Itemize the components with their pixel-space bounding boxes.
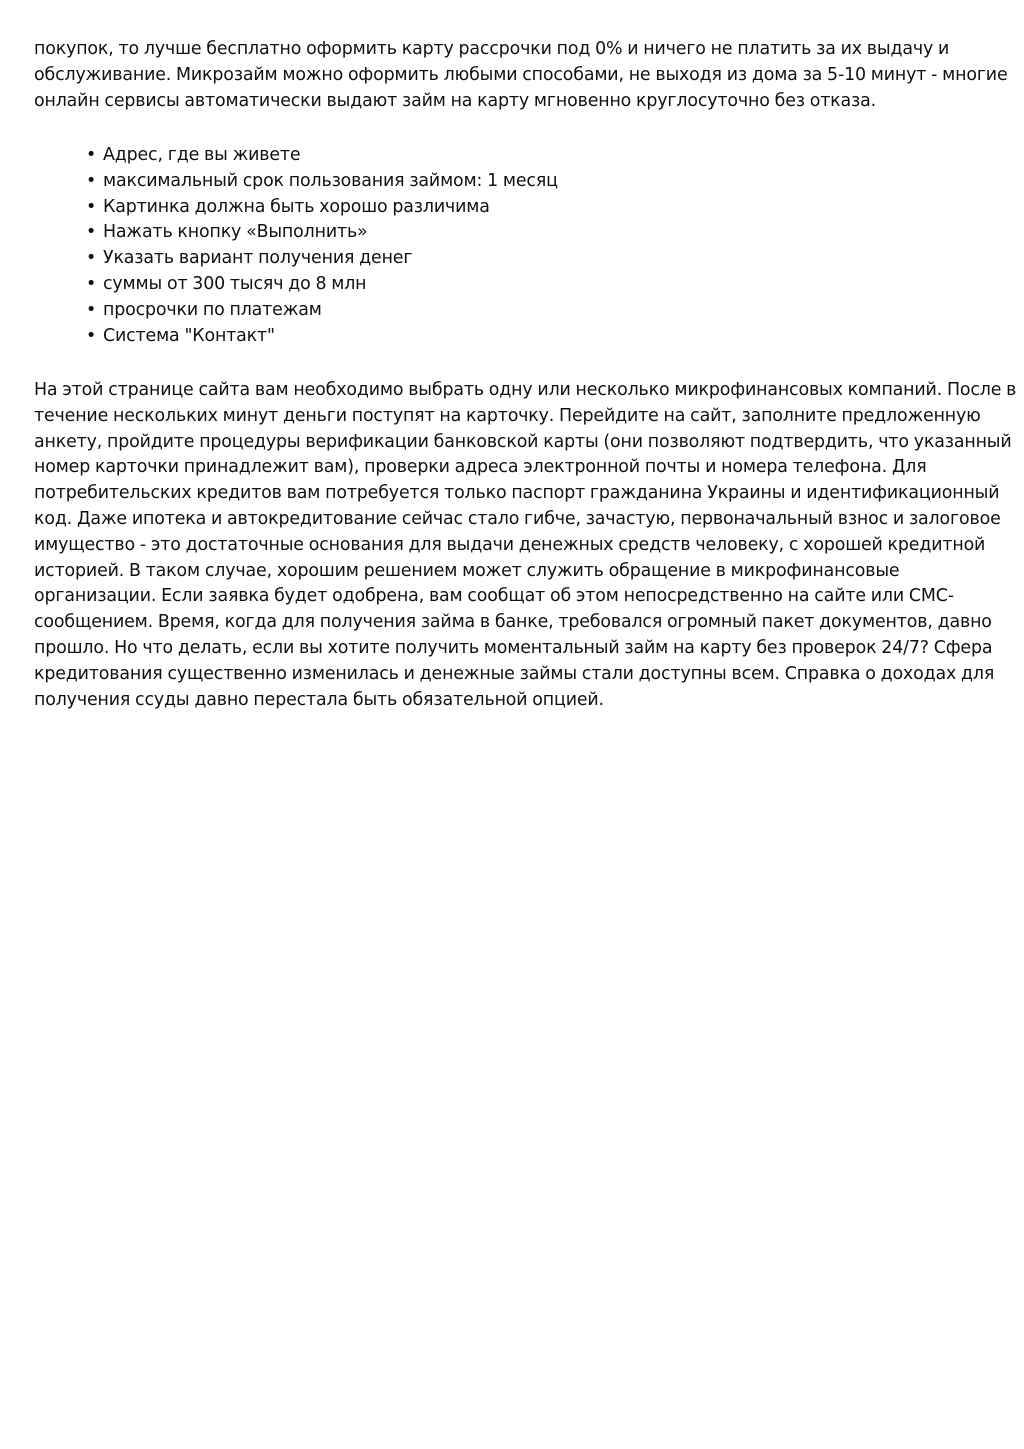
body-paragraph bbox=[34, 378, 1016, 713]
bullet-icon: • bbox=[86, 299, 97, 320]
list-item-text: Система "Контакт" bbox=[103, 325, 275, 346]
body-line: номер карточки принадлежит вам), проверки адреса электронной почты и номера телефона. Для bbox=[34, 457, 927, 478]
body-line: историей. В таком случае, хорошим решением может служить обращение в микрофинансовые bbox=[34, 560, 900, 581]
body-line: течение нескольких минут деньги поступят на карточку. Перейдите на сайт, заполните предложенную bbox=[34, 405, 981, 426]
bullet-icon: • bbox=[86, 170, 97, 191]
body-line: сообщением. Время, когда для получения займа в банке, требовался огромный пакет документов, давно bbox=[34, 612, 992, 633]
intro-line: онлайн сервисы автоматически выдают займ на карту мгновенно круглосуточно без отказа. bbox=[34, 90, 877, 111]
list-item-text: Указать вариант получения денег bbox=[103, 248, 413, 269]
list-item bbox=[86, 246, 558, 272]
document-page bbox=[34, 37, 1017, 710]
body-line: кредитования существенно изменилась и денежные займы стали доступны всем. Справка о доходах для bbox=[34, 663, 995, 684]
intro-line: покупок, то лучше бесплатно оформить карту рассрочки под 0% и ничего не платить за их выдачу и bbox=[34, 39, 950, 59]
intro-line: обслуживание. Микрозайм можно оформить любыми способами, не выходя из дома за 5-10 минут - многие bbox=[34, 64, 1008, 85]
bullet-icon: • bbox=[86, 145, 97, 165]
list-item bbox=[86, 169, 558, 195]
list-item-text: Нажать кнопку «Выполнить» bbox=[103, 222, 368, 243]
list-item-text: Адрес, где вы живете bbox=[103, 145, 301, 165]
list-item bbox=[86, 272, 558, 298]
list-item bbox=[86, 298, 558, 324]
body-line: потребительских кредитов вам потребуется только паспорт гражданина Украины и идентификационный bbox=[34, 483, 1000, 504]
body-line: имущество - это достаточные основания для выдачи денежных средств человеку, с хорошей кредитной bbox=[34, 534, 986, 555]
requirements-list bbox=[86, 143, 558, 349]
body-line: На этой странице сайта вам необходимо выбрать одну или несколько микрофинансовых компаний. После в bbox=[34, 380, 1017, 400]
body-line: получения ссуды давно перестала быть обязательной опцией. bbox=[34, 689, 604, 710]
list-item bbox=[86, 143, 558, 169]
bullet-icon: • bbox=[86, 222, 97, 243]
list-item bbox=[86, 195, 558, 221]
bullet-icon: • bbox=[86, 325, 97, 346]
intro-paragraph bbox=[34, 37, 1008, 114]
list-item-text: Картинка должна быть хорошо различима bbox=[103, 196, 490, 217]
body-line: код. Даже ипотека и автокредитование сейчас стало гибче, зачастую, первоначальный взнос и залоговое bbox=[34, 508, 1001, 529]
body-line: организации. Если заявка будет одобрена, вам сообщат об этом непосредственно на сайте или СМС- bbox=[34, 586, 954, 607]
list-item bbox=[86, 324, 558, 350]
list-item-text: просрочки по платежам bbox=[103, 299, 322, 320]
bullet-icon: • bbox=[86, 273, 97, 294]
bullet-icon: • bbox=[86, 196, 97, 217]
list-item bbox=[86, 220, 558, 246]
body-line: прошло. Но что делать, если вы хотите получить моментальный займ на карту без проверок 24/7? Сфера bbox=[34, 637, 993, 658]
bullet-icon: • bbox=[86, 248, 97, 269]
body-line: анкету, пройдите процедуры верификации банковской карты (они позволяют подтвердить, что указанный bbox=[34, 431, 1012, 452]
list-item-text: максимальный срок пользования займом: 1 месяц bbox=[103, 170, 558, 191]
list-item-text: суммы от 300 тысяч до 8 млн bbox=[103, 273, 367, 294]
